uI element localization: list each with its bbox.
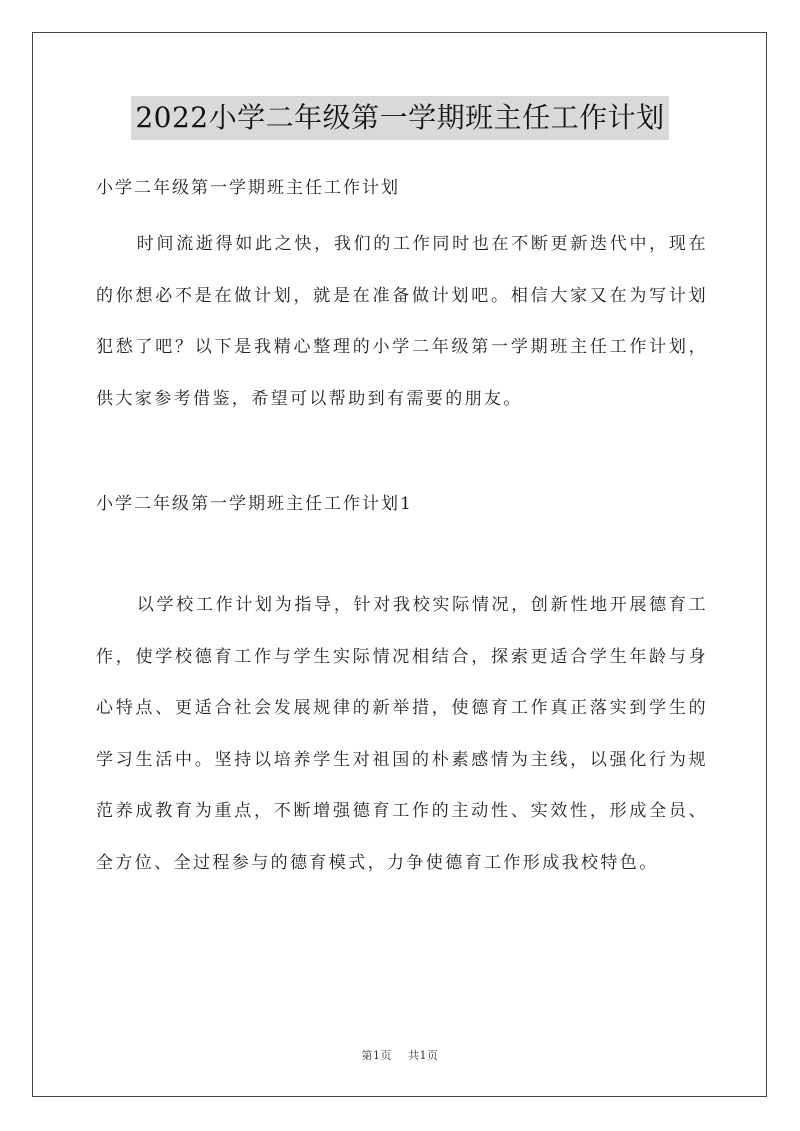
intro-paragraph: 时间流逝得如此之快，我们的工作同时也在不断更新迭代中，现在的你想必不是在做计划，就是在准备做计划吧。相信大家又在为写计划犯愁了吧？以下是我精心整理的小学二年级第一学期班主任工作计划，供大家参考借鉴，希望可以帮助到有需要的朋友。 xyxy=(96,234,708,409)
section-paragraph: 以学校工作计划为指导，针对我校实际情况，创新性地开展德育工作，使学校德育工作与学生实际情况相结合，探索更适合学生年龄与身心特点、更适合社会发展规律的新举措，使德育工作真正落实到学生的学习生活中。坚持以培养学生对祖国的朴素感情为主线，以强化行为规范养成教育为重点，不断增强德育工作的主动性、实效性，形成全员、全方位、全过程参与的德育模式，力争使德育工作形成我校特色。 xyxy=(96,595,708,873)
title-container xyxy=(0,96,800,140)
page-number: 第1页 xyxy=(361,1049,392,1062)
document-subtitle: 小学二年级第一学期班主任工作计划 xyxy=(96,178,400,198)
page-footer xyxy=(0,1047,800,1063)
page-total: 共1页 xyxy=(408,1049,439,1062)
document-title: 2022小学二年级第一学期班主任工作计划 xyxy=(131,96,668,140)
section-heading: 小学二年级第一学期班主任工作计划1 xyxy=(96,494,413,514)
